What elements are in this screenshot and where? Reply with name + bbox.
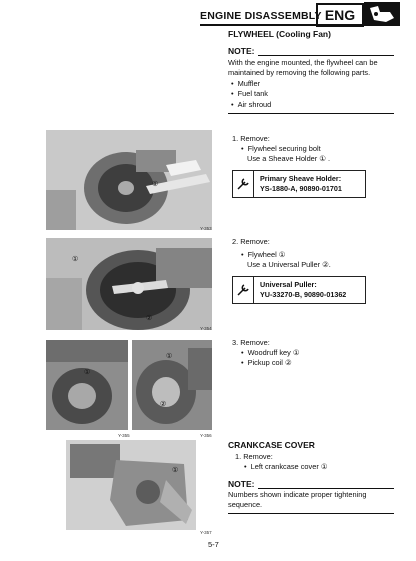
step1-item: • Flywheel securing bolt — [241, 144, 321, 154]
step2-heading: 2. Remove: — [232, 237, 270, 246]
step3-items — [241, 348, 300, 369]
flywheel-bolt-photo — [46, 130, 212, 230]
wrench-icon — [233, 171, 254, 197]
callout-1: ① — [72, 256, 79, 263]
figure-id: Y-356 — [200, 433, 212, 438]
callout-2: ② — [146, 315, 153, 322]
figure-id: Y-353 — [200, 226, 212, 231]
special-tool-box — [232, 170, 366, 198]
tool-name: Primary Sheave Holder: — [260, 174, 342, 183]
flywheel-section-title: FLYWHEEL (Cooling Fan) — [228, 29, 331, 39]
callout-2: ② — [160, 401, 167, 408]
parts-list — [231, 79, 271, 110]
engine-section-icon — [364, 2, 400, 26]
callout-1: ① — [172, 467, 179, 474]
wrench-icon — [233, 277, 254, 303]
callout-1: ① — [166, 353, 173, 360]
list-item: • Woodruff key ① — [241, 348, 300, 358]
special-tool-box — [232, 276, 366, 304]
crankcase-item: • Left crankcase cover ① — [244, 462, 327, 472]
list-item: • Air shroud — [231, 100, 271, 110]
step2-instruction: Use a Universal Puller ②. — [247, 260, 331, 269]
figure-id: Y-355 — [118, 433, 130, 438]
note-rule — [258, 488, 394, 489]
list-item: • Muffler — [231, 79, 271, 89]
eng-badge: ENG — [316, 3, 364, 27]
note-end-rule — [228, 113, 394, 114]
step3-heading: 3. Remove: — [232, 338, 270, 347]
tool-part-number: YU-33270-B, 90890-01362 — [260, 289, 347, 299]
note-end-rule — [228, 513, 394, 514]
page-number: 5-7 — [208, 540, 219, 549]
step1-instruction: Use a Sheave Holder ① . — [247, 154, 331, 163]
crankcase-heading: 1. Remove: — [235, 452, 273, 461]
woodruff-key-photo — [46, 340, 128, 430]
note-rule — [258, 55, 394, 56]
step2-item: • Flywheel ① — [241, 250, 285, 260]
step1-heading: 1. Remove: — [232, 134, 270, 143]
crankcase-note-text: Numbers shown indicate proper tightening sequence. — [228, 490, 367, 510]
flywheel-puller-photo — [46, 238, 212, 330]
crankcase-cover-photo — [66, 440, 196, 530]
section-header-title: ENGINE DISASSEMBLY — [200, 10, 322, 22]
list-item: • Pickup coil ② — [241, 358, 300, 368]
crankcase-section-title: CRANKCASE COVER — [228, 440, 315, 450]
note-label: NOTE: — [228, 479, 255, 489]
header-rule — [200, 24, 400, 26]
list-item: • Fuel tank — [231, 89, 271, 99]
callout-1: ① — [84, 369, 91, 376]
tool-part-number: YS-1880-A, 90890-01701 — [260, 183, 342, 193]
flywheel-note-text: With the engine mounted, the flywheel can be maintained by removing the following parts. — [228, 58, 378, 78]
callout-1: ① — [152, 181, 159, 188]
figure-id: Y-354 — [200, 326, 212, 331]
tool-name: Universal Puller: — [260, 280, 317, 289]
figure-id: Y-357 — [200, 530, 212, 535]
note-label: NOTE: — [228, 46, 255, 56]
